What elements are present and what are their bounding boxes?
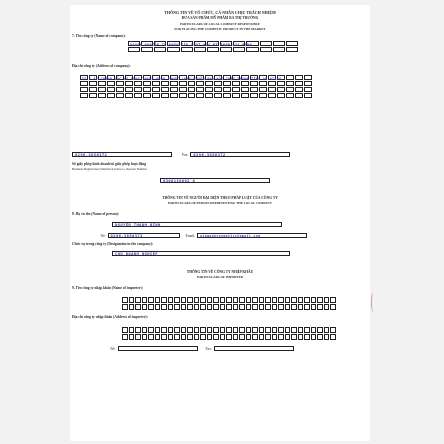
company-fax-label: Fax: (182, 152, 189, 157)
rep-name-label: 8. Họ và tên (Name of person): (72, 212, 120, 216)
company-address-value: TỔ 1 ẤP CHÁNH LỘC XÃ LONG THẠNH QUẬN PHƯỚC LONG HUYỆN PHÓ HỘI CHÂU THÀNH TỈNH AN GIANG (82, 77, 282, 81)
company-fax-field[interactable]: 0296.3856372 (190, 152, 290, 157)
license-row (160, 178, 270, 183)
form-title-line3: PARTICULARS OF LOCAL COMPANY RESPONSIBLE (180, 22, 260, 26)
rep-position-row (112, 251, 290, 256)
importer-name-boxes-row1[interactable] (122, 297, 336, 303)
company-phone-field[interactable]: 0296.3856372 (72, 152, 172, 157)
declaration-form-page (70, 5, 370, 441)
importer-section-title-en: PARTICULARS OF IMPORTER (197, 275, 243, 279)
form-title-line4: FOR PLACING THE COSMETIC PRODUCT IN THE MARKET (174, 27, 266, 31)
company-phone-row (72, 152, 290, 157)
importer-section-title: THÔNG TIN VỀ CÔNG TY NHẬP KHẨU (186, 270, 254, 274)
rep-position-label: Chức vụ trong công ty (Designation in the company): (72, 242, 154, 246)
pen-mark (371, 292, 376, 312)
rep-email-field[interactable]: giamanhcosmetics@gmail.com (197, 233, 307, 238)
company-name-value: DOANH NGHIỆP TƯ NHÂN SẢN XUẤT HÓA MỸ PHẨM GIA MẠNH (130, 43, 253, 47)
importer-contact-row (110, 346, 294, 351)
license-label-en: Business Registration Number/License to Operate Number (72, 167, 148, 171)
importer-name-boxes-row2[interactable] (122, 304, 336, 310)
importer-tel-label: Tel: (110, 346, 116, 351)
rep-tel-field[interactable]: 0296.3856372 (108, 233, 180, 238)
rep-position-field[interactable]: CHỦ DOANH NGHIỆP (112, 251, 290, 256)
rep-contact-row (100, 233, 307, 238)
rep-section-title-en: PARTICULARS OF PERSON REPRESENTING THE LOCAL COMPANY (167, 201, 273, 205)
rep-tel-label: Tel: (100, 233, 106, 238)
company-address-label: Địa chỉ công ty (Address of company): (72, 64, 131, 68)
importer-tel-field[interactable] (118, 346, 198, 351)
license-label: Số giấy phép kinh doanh/số giấy phép hoạt động (72, 162, 147, 166)
importer-fax-label: Fax: (205, 346, 212, 351)
rep-section-title: THÔNG TIN VỀ NGƯỜI ĐẠI DIỆN THEO PHÁP LUẬT CỦA CÔNG TY (162, 196, 278, 200)
importer-name-label: 9. Tên công ty nhập khẩu (Name of importer): (72, 286, 143, 290)
rep-email-label: Email: (185, 233, 196, 238)
importer-address-boxes-row2[interactable] (122, 334, 336, 340)
license-field[interactable]: 0300130002 0 (160, 178, 270, 183)
rep-name-field[interactable]: NGUYỄN THANH BÌNH (112, 222, 282, 227)
importer-fax-field[interactable] (214, 346, 294, 351)
importer-address-boxes-row1[interactable] (122, 327, 336, 333)
company-name-label: 7. Tên công ty (Name of company): (72, 34, 126, 38)
rep-name-row (112, 222, 282, 227)
form-title-line2: ĐƯA SẢN PHẨM MỸ PHẨM RA THỊ TRƯỜNG (181, 16, 259, 20)
form-title-line1: THÔNG TIN VỀ TỔ CHỨC, CÁ NHÂN CHỊU TRÁCH NHIỆM (164, 10, 276, 15)
importer-address-label: Địa chỉ công ty nhập khẩu (Address of importer): (72, 315, 148, 319)
